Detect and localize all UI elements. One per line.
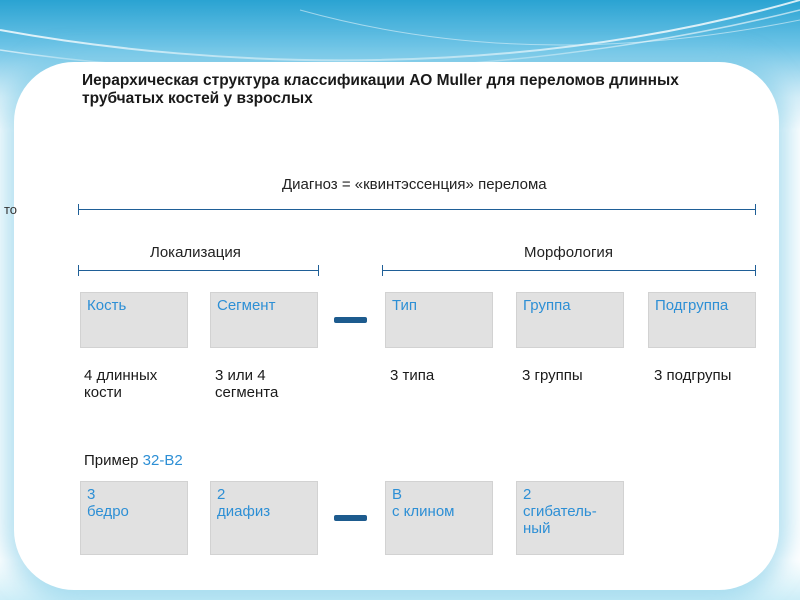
box-segment: Сегмент bbox=[210, 292, 318, 348]
diagnosis-label: Диагноз = «квинтэссенция» перелома bbox=[282, 176, 547, 193]
box-bone: Кость bbox=[80, 292, 188, 348]
desc-segment: 3 или 4 сегмента bbox=[215, 367, 279, 401]
desc-subgroup: 3 подгрупы bbox=[654, 367, 732, 384]
example-box-segment: 2 диафиз bbox=[210, 481, 318, 555]
morphology-bracket bbox=[383, 270, 755, 271]
localization-bracket bbox=[79, 270, 318, 271]
example-separator-dash bbox=[334, 515, 367, 521]
example-box-bone: 3 бедро bbox=[80, 481, 188, 555]
box-group: Группа bbox=[516, 292, 624, 348]
diagnosis-bracket bbox=[79, 209, 755, 210]
localization-label: Локализация bbox=[150, 244, 241, 261]
desc-group: 3 группы bbox=[522, 367, 583, 384]
edge-text-fragment: то bbox=[4, 202, 18, 217]
box-type: Тип bbox=[385, 292, 493, 348]
desc-type: 3 типа bbox=[390, 367, 435, 384]
example-label: Пример 32-B2 bbox=[84, 452, 183, 469]
slide-title: Иерархическая структура классификации АО Muller для переломов длинных трубчатых костей у взрослых bbox=[82, 72, 679, 107]
morphology-label: Морфология bbox=[524, 244, 613, 261]
separator-dash bbox=[334, 317, 367, 323]
example-box-group: 2 сгибатель- ный bbox=[516, 481, 624, 555]
desc-bone: 4 длинных кости bbox=[84, 367, 158, 401]
box-subgroup: Подгруппа bbox=[648, 292, 756, 348]
example-box-type: B с клином bbox=[385, 481, 493, 555]
